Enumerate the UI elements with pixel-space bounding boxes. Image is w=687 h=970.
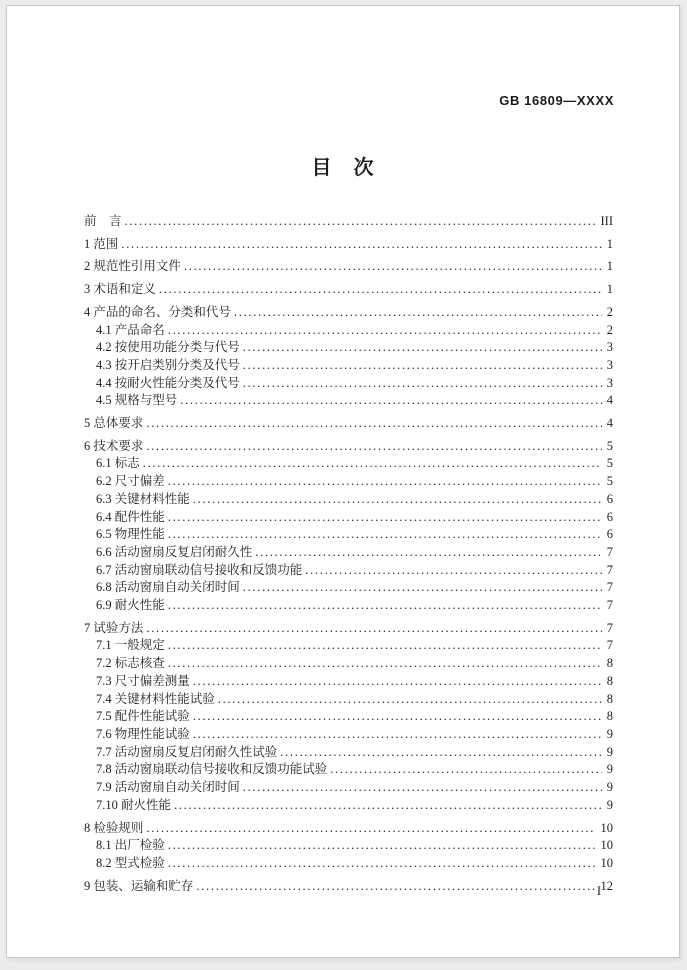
toc-entry-label: 7.8 活动窗扇联动信号接收和反馈功能试验 (96, 762, 328, 777)
toc-leader-dots (243, 779, 602, 797)
toc-leader-dots (159, 281, 602, 299)
toc-page-number: 9 (606, 726, 613, 741)
toc-entry-label: 6 技术要求 (84, 438, 144, 453)
toc-entry[interactable] (84, 562, 613, 580)
toc-page-number: 9 (606, 780, 613, 795)
toc-entry-label: 7.1 一般规定 (96, 638, 165, 653)
toc-leader-dots (193, 491, 602, 509)
toc-entry-label: 7.7 活动窗扇反复启闭耐久性试验 (96, 744, 278, 759)
footer-page-number: I (596, 884, 601, 898)
toc-leader-dots (168, 655, 602, 673)
toc-list (84, 213, 613, 895)
page-title: 目 次 (311, 157, 375, 179)
toc-page-number: 1 (606, 259, 613, 274)
toc-leader-dots (184, 258, 602, 276)
toc-leader-dots (305, 562, 601, 580)
toc-entry-label: 9 包装、运输和贮存 (84, 878, 194, 893)
toc-entry-label: 1 范围 (84, 236, 119, 251)
toc-entry[interactable] (84, 375, 613, 393)
toc-page-number: 7 (606, 620, 613, 635)
toc-entry-label: 4.4 按耐火性能分类及代号 (96, 375, 240, 390)
toc-entry[interactable] (84, 526, 613, 544)
toc-entry[interactable] (84, 597, 613, 615)
toc-page-number: 10 (600, 838, 613, 853)
toc-entry-label: 6.5 物理性能 (96, 527, 165, 542)
toc-entry[interactable] (84, 744, 613, 762)
toc-leader-dots (146, 620, 601, 638)
toc-leader-dots (193, 673, 602, 691)
toc-entry[interactable] (84, 837, 613, 855)
toc-page-number: 4 (606, 416, 613, 431)
toc-entry-label: 前 言 (84, 214, 122, 228)
standard-code: GB 16809—XXXX (499, 93, 614, 108)
toc-page-number: 8 (606, 673, 613, 688)
toc-leader-dots (168, 322, 602, 340)
toc-entry[interactable] (84, 392, 613, 410)
toc-leader-dots (168, 637, 602, 655)
toc-entry-label: 7.2 标志核查 (96, 656, 165, 671)
toc-leader-dots (234, 304, 602, 322)
toc-entry-label: 2 规范性引用文件 (84, 259, 181, 274)
toc-entry-label: 4.5 规格与型号 (96, 393, 178, 408)
toc-entry-label: 7.4 关键材料性能试验 (96, 691, 215, 706)
toc-page-number: 3 (606, 340, 613, 355)
toc-leader-dots (330, 761, 601, 779)
toc-entry-label: 7.3 尺寸偏差测量 (96, 673, 190, 688)
toc-leader-dots (146, 820, 595, 838)
document-page (6, 5, 680, 958)
toc-entry[interactable] (84, 637, 613, 655)
toc-leader-dots (168, 473, 602, 491)
toc-page-number: 6 (606, 509, 613, 524)
toc-leader-dots (168, 526, 602, 544)
toc-leader-dots (196, 878, 595, 896)
toc-page-number: III (600, 214, 613, 228)
toc-entry-label: 4.2 按使用功能分类与代号 (96, 340, 240, 355)
toc-leader-dots (280, 744, 601, 762)
toc-entry[interactable] (84, 691, 613, 709)
toc-entry-label: 4 产品的命名、分类和代号 (84, 304, 231, 319)
toc-leader-dots (174, 797, 602, 815)
toc-leader-dots (193, 726, 602, 744)
toc-page-number: 1 (606, 236, 613, 251)
toc-leader-dots (168, 855, 596, 873)
toc-entry[interactable] (84, 473, 613, 491)
toc-page-number: 8 (606, 709, 613, 724)
toc-leader-dots (121, 236, 601, 254)
toc-entry-label: 7.9 活动窗扇自动关闭时间 (96, 780, 240, 795)
toc-leader-dots (243, 339, 602, 357)
toc-entry[interactable] (84, 213, 613, 231)
toc-entry[interactable] (84, 544, 613, 562)
toc-leader-dots (168, 597, 602, 615)
toc-entry-label: 6.1 标志 (96, 456, 140, 471)
toc-entry-label: 6.4 配件性能 (96, 509, 165, 524)
toc-page-number: 1 (606, 282, 613, 297)
toc-entry-label: 6.8 活动窗扇自动关闭时间 (96, 580, 240, 595)
toc-entry-label: 7.5 配件性能试验 (96, 709, 190, 724)
toc-entry[interactable] (84, 438, 613, 456)
toc-entry[interactable] (84, 281, 613, 299)
toc-page-number: 9 (606, 762, 613, 777)
toc-entry-label: 4.1 产品命名 (96, 322, 165, 337)
toc-page-number: 8 (606, 691, 613, 706)
toc-page-number: 4 (606, 393, 613, 408)
toc-leader-dots (243, 357, 602, 375)
toc-page-number: 9 (606, 797, 613, 812)
toc-leader-dots (193, 708, 602, 726)
toc-entry[interactable] (84, 258, 613, 276)
toc-entry-label: 6.3 关键材料性能 (96, 491, 190, 506)
toc-entry[interactable] (84, 357, 613, 375)
toc-entry-label: 7.10 耐火性能 (96, 797, 172, 812)
toc-page-number: 3 (606, 357, 613, 372)
toc-entry[interactable] (84, 339, 613, 357)
toc-entry[interactable] (84, 797, 613, 815)
toc-page-number: 3 (606, 375, 613, 390)
toc-page-number: 8 (606, 656, 613, 671)
toc-page-number: 9 (606, 744, 613, 759)
toc-entry-label: 8 检验规则 (84, 820, 144, 835)
toc-leader-dots (143, 455, 602, 473)
toc-page-number: 2 (606, 322, 613, 337)
toc-entry[interactable] (84, 620, 613, 638)
toc-entry-label: 7 试验方法 (84, 620, 144, 635)
toc-entry-label: 5 总体要求 (84, 416, 144, 431)
toc-entry-label: 3 术语和定义 (84, 282, 156, 297)
toc-entry-label: 6.7 活动窗扇联动信号接收和反馈功能 (96, 562, 303, 577)
toc-entry[interactable] (84, 415, 613, 433)
toc-entry[interactable] (84, 878, 613, 896)
toc-page-number: 10 (600, 820, 613, 835)
toc-leader-dots (125, 213, 596, 231)
toc-page-number: 10 (600, 855, 613, 870)
toc-entry[interactable] (84, 455, 613, 473)
toc-leader-dots (243, 375, 602, 393)
toc-entry[interactable] (84, 579, 613, 597)
toc-entry[interactable] (84, 855, 613, 873)
toc-entry-label: 6.6 活动窗扇反复启闭耐久性 (96, 544, 253, 559)
toc-leader-dots (168, 509, 602, 527)
toc-entry-label: 8.1 出厂检验 (96, 838, 165, 853)
toc-entry-label: 8.2 型式检验 (96, 855, 165, 870)
toc-page-number: 12 (600, 878, 613, 893)
toc-entry[interactable] (84, 708, 613, 726)
toc-page-number: 7 (606, 580, 613, 595)
toc-leader-dots (146, 438, 601, 456)
toc-leader-dots (146, 415, 601, 433)
toc-entry[interactable] (84, 761, 613, 779)
toc-page-number: 7 (606, 544, 613, 559)
toc-entry-label: 4.3 按开启类别分类及代号 (96, 357, 240, 372)
toc-leader-dots (218, 691, 602, 709)
toc-page-number: 2 (606, 304, 613, 319)
toc-page-number: 7 (606, 562, 613, 577)
toc-page-number: 7 (606, 598, 613, 613)
toc-entry[interactable] (84, 820, 613, 838)
toc-page-number: 5 (606, 438, 613, 453)
toc-entry[interactable] (84, 236, 613, 254)
toc-entry[interactable] (84, 304, 613, 322)
toc-leader-dots (243, 579, 602, 597)
toc-page-number: 5 (606, 474, 613, 489)
toc-page-number: 6 (606, 527, 613, 542)
toc-page-number: 6 (606, 491, 613, 506)
toc-entry[interactable] (84, 673, 613, 691)
toc-leader-dots (255, 544, 601, 562)
toc-entry[interactable] (84, 509, 613, 527)
toc-entry-label: 6.2 尺寸偏差 (96, 474, 165, 489)
toc-entry-label: 6.9 耐火性能 (96, 598, 165, 613)
toc-entry-label: 7.6 物理性能试验 (96, 726, 190, 741)
toc-leader-dots (180, 392, 601, 410)
toc-entry[interactable] (84, 491, 613, 509)
toc-entry[interactable] (84, 322, 613, 340)
toc-entry[interactable] (84, 779, 613, 797)
toc-leader-dots (168, 837, 596, 855)
toc-entry[interactable] (84, 726, 613, 744)
toc-page-number: 5 (606, 456, 613, 471)
toc-entry[interactable] (84, 655, 613, 673)
toc-page-number: 7 (606, 638, 613, 653)
